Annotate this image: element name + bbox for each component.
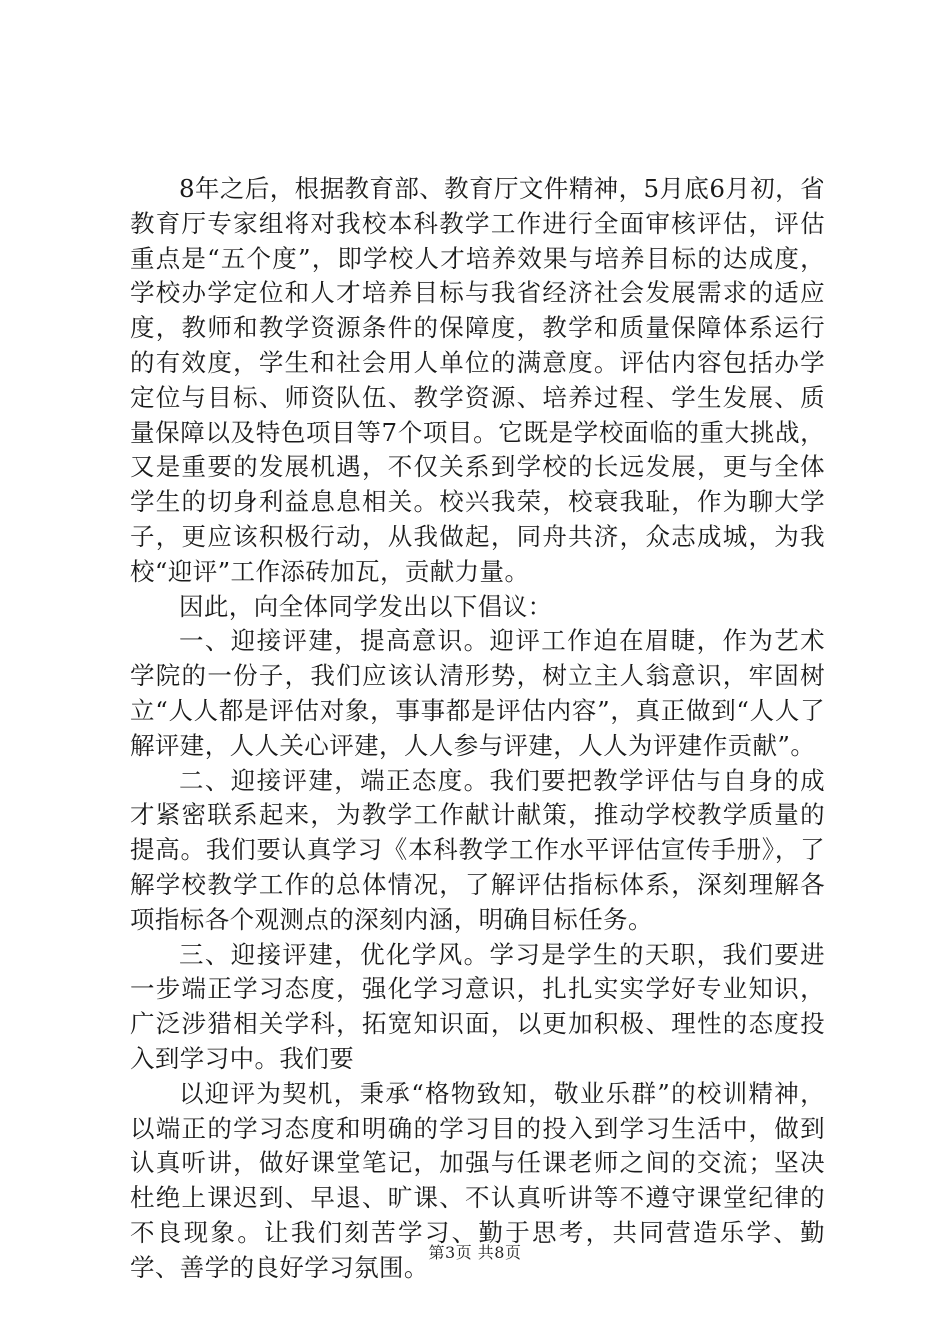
paragraph-proposal-lead: 因此，向全体同学发出以下倡议： bbox=[179, 591, 553, 621]
page-number-footer: 第3页 共8页 bbox=[428, 1243, 522, 1262]
paragraph-point-one: 一、迎接评建，提高意识。迎评工作迫在眉睫，作为艺术学院的一份子，我们应该认清形势，树立主人翁意识，牢固树立“人人都是评估对象，事事都是评估内容”，真正做到“人人了解评建，人人关心评建，人人参与评建，人人为评建作贡献”。 bbox=[130, 626, 825, 760]
document-body bbox=[130, 172, 825, 1286]
paragraph-point-two: 二、迎接评建，端正态度。我们要把教学评估与自身的成才紧密联系起来，为教学工作献计献策，推动学校教学质量的提高。我们要认真学习《本科教学工作水平评估宣传手册》，了解学校教学工作的总体情况，了解评估指标体系，深刻理解各项指标各个观测点的深刻内涵，明确目标任务。 bbox=[130, 765, 825, 934]
paragraph-point-three: 三、迎接评建，优化学风。学习是学生的天职，我们要进一步端正学习态度，强化学习意识，扎扎实实学好专业知识，广泛涉猎相关学科，拓宽知识面，以更加积极、理性的态度投入到学习中。我们要 bbox=[130, 939, 825, 1073]
paragraph-intro: 8年之后，根据教育部、教育厅文件精神，5月底6月初，省教育厅专家组将对我校本科教学工作进行全面审核评估，评估重点是“五个度”，即学校人才培养效果与培养目标的达成度，学校办学定位和人才培养目标与我省经济社会发展需求的适应度，教师和教学资源条件的保障度，教学和质量保障体系运行的有效度，学生和社会用人单位的满意度。评估内容包括办学定位与目标、师资队伍、教学资源、培养过程、学生发展、质量保障以及特色项目等7个项目。它既是学校面临的重大挑战，又是重要的发展机遇，不仅关系到学校的长远发展，更与全体学生的切身利益息息相关。校兴我荣，校衰我耻，作为聊大学子，更应该积极行动，从我做起，同舟共济，众志成城，为我校“迎评”工作添砖加瓦，贡献力量。 bbox=[130, 174, 825, 586]
paragraph-continuation: 以迎评为契机，秉承“格物致知，敬业乐群”的校训精神，以端正的学习态度和明确的学习目的投入到学习生活中，做到认真听讲，做好课堂笔记，加强与任课老师之间的交流；坚决杜绝上课迟到、早退、旷课、不认真听讲等不遵守课堂纪律的不良现象。让我们刻苦学习、勤于思考，共同营造乐学、勤学、善学的良好学习氛围。 bbox=[130, 1078, 825, 1282]
